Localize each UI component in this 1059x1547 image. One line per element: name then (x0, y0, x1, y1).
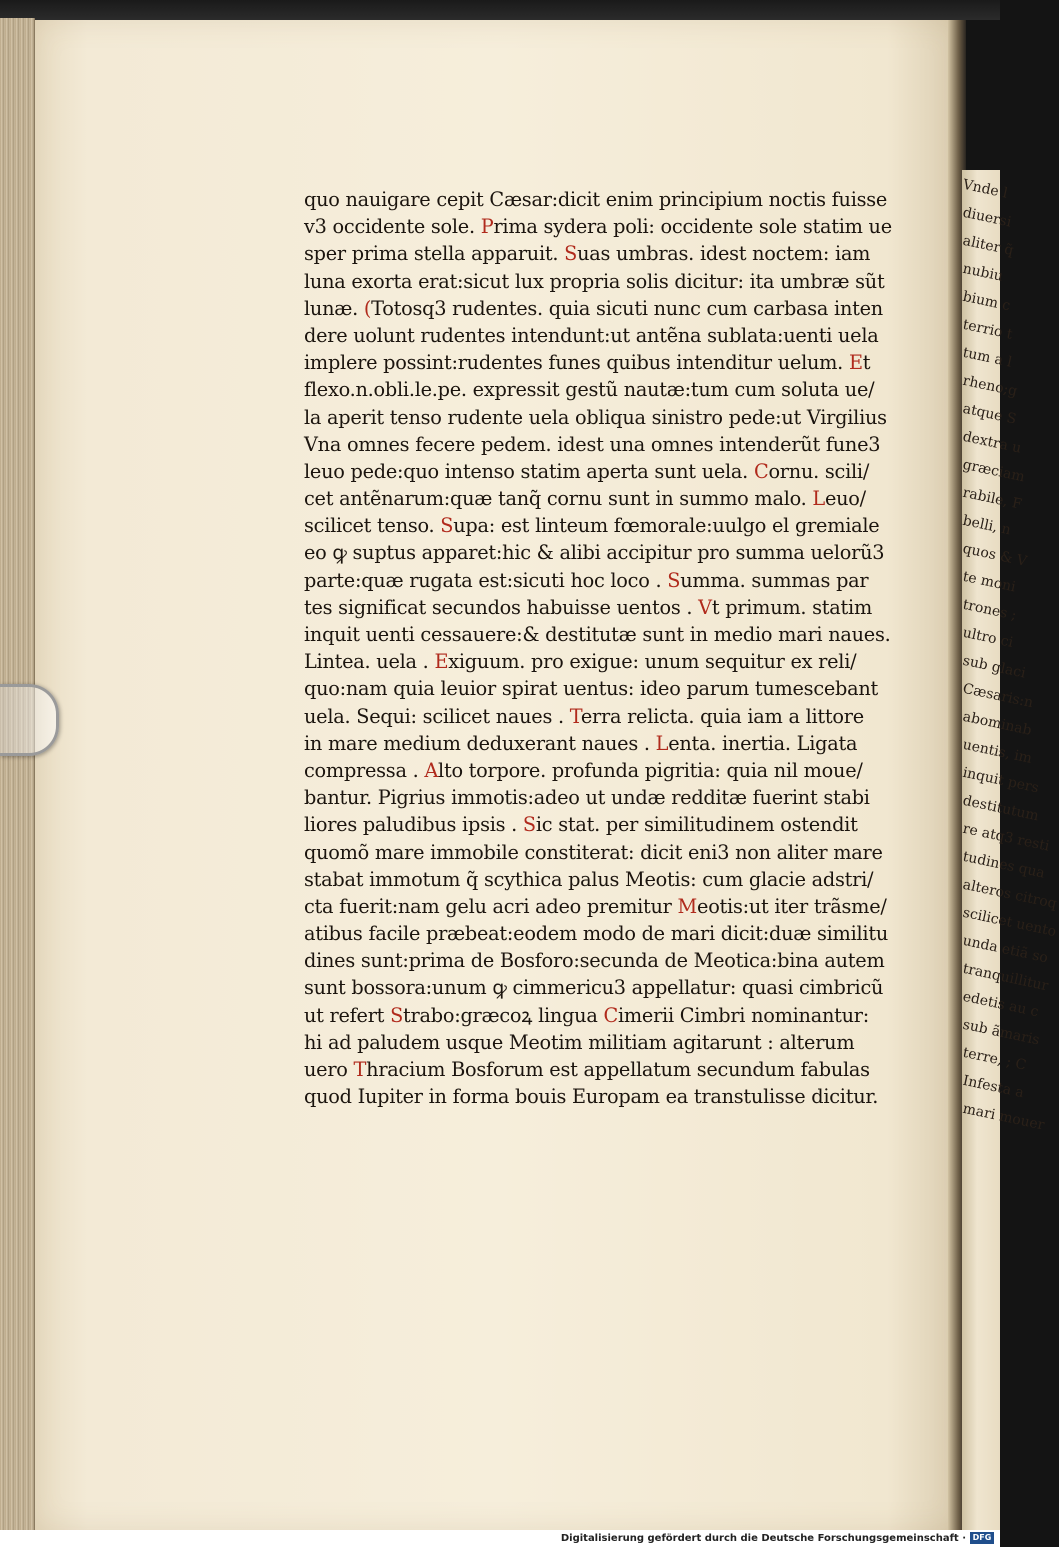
facing-page-line: Cæsaris:n (961, 680, 1035, 712)
text-segment: in mare medium deduxerant naues . (304, 731, 656, 755)
text-line (304, 757, 884, 784)
text-segment: sunt bossora:unum ꝙ cimmericu3 appellatur: quasi cimbricũ (304, 976, 884, 1000)
facing-page-line: scilicet uento (961, 904, 1058, 941)
text-line (304, 349, 884, 376)
text-segment: bantur. Pigrius immotis:adeo ut undæ redditæ fuerint stabi (304, 786, 870, 810)
text-segment: umma. summas par (680, 568, 869, 592)
text-segment: v3 occidente sole. (304, 215, 481, 239)
facing-page-line: bium c (961, 288, 1012, 315)
text-segment: inquit uenti cessauere:& destitutæ sunt in medio mari naues. (304, 623, 891, 646)
text-segment: dines sunt:prima de Bosforo:secunda de Meotica:bina autem (304, 949, 885, 973)
facing-page-line: terre, ; C (961, 1044, 1028, 1074)
text-segment: uero (304, 1058, 354, 1081)
text-segment: uas umbras. idest noctem: iam (577, 242, 871, 266)
text-segment: t primum. statim (711, 595, 872, 619)
text-segment: hracium Bosforum est appellatum secundum fabulas (366, 1058, 870, 1081)
facing-page-line: abominab (961, 708, 1033, 739)
facing-page-line: sub glaci (961, 652, 1027, 682)
text-segment: liores paludibus ipsis . (304, 813, 523, 837)
facing-page-line: Infesta a (961, 1072, 1026, 1102)
text-segment: hi ad paludem usque Meotim militiam agitarunt : alterum (304, 1030, 855, 1054)
rubricated-initial: L (812, 487, 825, 511)
facing-page-line: mari mouer (961, 1100, 1046, 1134)
text-segment: compressa . (304, 758, 425, 782)
text-line (304, 1002, 884, 1029)
facing-page-line: edetis au c (961, 988, 1040, 1021)
facing-page-line: te moni (961, 568, 1018, 596)
facing-page-line: alteros citroq (961, 876, 1059, 913)
rubricated-initial: S (440, 514, 454, 538)
text-line (304, 703, 884, 730)
facing-page-line: sub ãmaris (961, 1016, 1041, 1049)
rubricated-initial: E (848, 351, 863, 375)
text-segment: ornu. scili/ (768, 459, 870, 483)
text-segment: quo:nam quia leuior spirat uentus: ideo parum tumescebant (304, 677, 879, 701)
facing-page-line: tranquillitur (961, 960, 1050, 995)
text-segment: leuo pede:quo intenso statim aperta sunt uela. (304, 459, 754, 483)
text-line (304, 811, 884, 838)
rubricated-initial: S (564, 242, 578, 266)
text-line (304, 539, 884, 566)
facing-page-line: atque S (961, 400, 1018, 428)
text-segment: parte:quæ rugata est:sicuti hoc loco . (304, 568, 668, 592)
rubricated-initial: T (353, 1058, 367, 1081)
text-segment: Vna omnes fecere pedem. idest una omnes intenderũt fune3 (304, 432, 881, 456)
text-line (304, 295, 884, 322)
facing-page-line: terrio t (961, 316, 1014, 343)
text-segment: eotis:ut iter trãsme/ (697, 894, 887, 918)
text-segment: lto torpore. profunda pigritia: quia nil moue/ (438, 758, 863, 782)
text-segment: lunæ. (304, 296, 364, 320)
rubricated-initial: C (603, 1003, 618, 1027)
text-segment: ut refert (304, 1003, 391, 1027)
text-segment: ic stat. per similitudinem ostendit (535, 813, 858, 837)
text-segment: quomõ mare immobile constiterat: dicit eni3 non aliter mare (304, 840, 883, 864)
text-segment: trabo:græcoꝝ lingua (403, 1003, 604, 1027)
text-segment: dere uolunt rudentes intendunt:ut antẽna sublata:uenti uela (304, 323, 879, 347)
page-text-block (304, 186, 892, 1110)
text-segment: quod Iupiter in forma bouis Europam ea transtulisse dicitur. (304, 1085, 879, 1109)
text-segment: Lintea. uela . (304, 650, 435, 674)
facing-page-line: unda etiã so (961, 932, 1050, 967)
text-segment: sper prima stella apparuit. (304, 242, 565, 266)
text-segment: t (862, 351, 871, 375)
text-segment: stabat immotum q̃ scythica palus Meotis: cum glacie adstri/ (304, 867, 874, 891)
text-segment: eo ꝙ suptus apparet:hic & alibi accipitur pro summa uelorũ3 (304, 541, 885, 565)
text-line (304, 404, 887, 431)
text-line (304, 240, 884, 267)
text-line (304, 1056, 884, 1083)
text-line (304, 730, 884, 757)
text-line (304, 866, 884, 893)
text-line (304, 213, 892, 240)
text-segment: luna exorta erat:sicut lux propria solis dicitur: ita umbræ sũt (304, 269, 885, 293)
text-segment: cet antẽnarum:quæ tanq̃ cornu sunt in summo malo. (304, 487, 813, 511)
text-segment: upa: est linteum fœmorale:uulgo el gremiale (453, 514, 880, 538)
dfg-logo: DFG (970, 1532, 994, 1544)
page-edge-stack (0, 18, 35, 1530)
facing-page-line: trones ; (961, 596, 1018, 624)
facing-page-line: tudines qua (961, 848, 1047, 882)
page-clip (0, 684, 59, 756)
text-segment: euo/ (824, 487, 866, 511)
text-line (304, 947, 884, 974)
facing-page-line: destitutum (961, 792, 1041, 825)
text-line (304, 621, 891, 648)
rubricated-initial: S (390, 1003, 404, 1027)
text-segment: imerii Cimbri nominantur: (617, 1003, 870, 1027)
text-line (304, 268, 884, 295)
text-line (304, 485, 884, 512)
text-line (304, 567, 884, 594)
facing-page-line: quos & V (961, 540, 1029, 570)
rubricated-initial: S (667, 568, 681, 592)
funding-credit: Digitalisierung gefördert durch die Deutsche Forschungsgemeinschaft · (560, 1533, 966, 1544)
text-line (304, 458, 884, 485)
text-line (304, 839, 884, 866)
facing-page-line: rheno;g (961, 372, 1019, 400)
facing-page-line: uentis, im (961, 736, 1034, 767)
facing-page-line: nubiu (961, 260, 1005, 285)
text-line (304, 512, 884, 539)
facing-page-line: græciam (961, 456, 1027, 486)
facing-page-line: aliter q̃ (961, 232, 1015, 260)
text-line (304, 186, 888, 213)
text-segment: rima sydera poli: occidente sole statim ue (493, 215, 892, 239)
text-segment: uela. Sequi: scilicet naues . (304, 704, 570, 728)
facing-page-line: Vnde l (961, 176, 1009, 202)
text-segment: erra relicta. quia iam a littore (580, 704, 864, 728)
rubricated-initial: M (677, 894, 698, 918)
facing-page-line: ultro ci (961, 624, 1015, 651)
facing-page-line: tum a l (961, 344, 1014, 371)
rubricated-initial: E (434, 650, 449, 674)
rubricated-initial: C (753, 459, 769, 483)
text-segment: enta. inertia. Ligata (668, 731, 858, 755)
facing-page-line: re atq3 resti (961, 820, 1051, 855)
text-line (304, 431, 884, 458)
text-segment: atibus facile præbeat:eodem modo de mari dicit:duæ similitu (304, 922, 888, 946)
text-line (304, 974, 884, 1001)
facing-page-line: belli, n (961, 512, 1013, 539)
facing-page-fragment (961, 170, 1059, 1530)
rubricated-initial: A (424, 758, 439, 782)
text-segment: la aperit tenso rudente uela obliqua sinistro pede:ut Virgilius (304, 405, 887, 429)
text-line (304, 1083, 884, 1110)
text-line (304, 920, 888, 947)
rubricated-initial: V (698, 595, 712, 619)
rubricated-initial: S (522, 813, 536, 837)
text-segment: implere possint:rudentes funes quibus intenditur uelum. (304, 351, 849, 375)
rubricated-initial: T (569, 704, 581, 728)
text-line (304, 594, 884, 621)
text-line (304, 893, 887, 920)
facing-page-line: inquit pers (961, 764, 1041, 797)
text-line (304, 648, 884, 675)
text-line (304, 675, 884, 702)
text-segment: Totosq3 rudentes. quia sicuti nunc cum carbasa inten (371, 296, 883, 320)
rubricated-initial: P (480, 215, 494, 239)
facing-page-line: diuersi (961, 204, 1013, 231)
facing-page-line: rabile, F (961, 484, 1024, 513)
text-segment: xiguum. pro exigue: unum sequitur ex reli/ (448, 650, 857, 674)
facing-page-line: dextra u (961, 428, 1023, 457)
rubricated-initial: L (655, 731, 669, 755)
text-line (304, 376, 884, 403)
text-line (304, 322, 884, 349)
text-segment: flexo.n.obli.le.pe. expressit gestũ nautæ:tum cum soluta ue/ (304, 378, 875, 402)
text-segment: tes significat secundos habuisse uentos . (304, 595, 699, 619)
text-line (304, 1029, 884, 1056)
rubricated-initial: ( (363, 296, 372, 320)
text-segment: cta fuerit:nam gelu acri adeo premitur (304, 894, 678, 918)
text-segment: scilicet tenso. (304, 514, 441, 538)
book-top-edge (0, 0, 1000, 20)
text-line (304, 784, 884, 811)
text-segment: quo nauigare cepit Cæsar:dicit enim principium noctis fuisse (304, 188, 888, 211)
